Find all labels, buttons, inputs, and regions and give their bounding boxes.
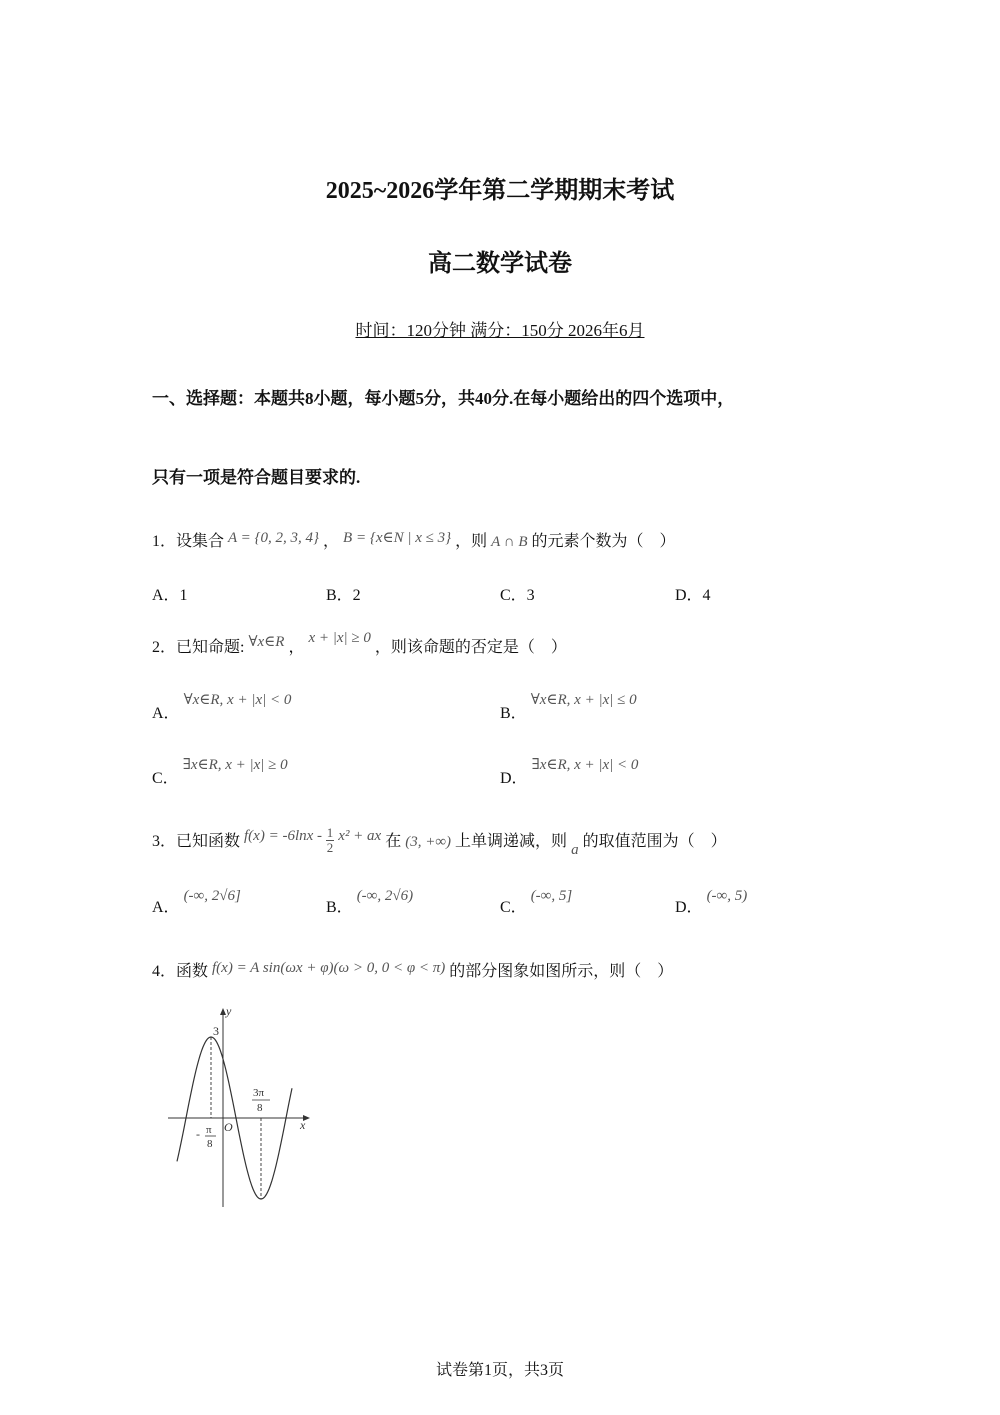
q2-option-d xyxy=(500,751,639,787)
page-footer: 试卷第1页，共3页 xyxy=(435,1362,564,1379)
q2-option-c xyxy=(152,751,288,787)
q3-fraction-num: 1 xyxy=(326,825,334,840)
q3-fraction xyxy=(326,826,335,855)
q3-function-part1: f(x) = -6lnx - xyxy=(244,828,326,845)
question-3-stem xyxy=(152,825,727,859)
section-heading-line2: 只有一项是符合题目要求的. xyxy=(152,468,361,487)
q3-option-a-expr: (-∞, 2√6] xyxy=(183,888,241,904)
q1-option-a: A．1 xyxy=(152,587,188,604)
q1-set-a: A = {0, 2, 3, 4} xyxy=(228,530,320,546)
exam-meta xyxy=(0,316,1000,341)
x-axis-label: x xyxy=(300,1118,306,1132)
q3-option-c xyxy=(500,882,573,916)
q3-text-d: 的取值范围为（ ） xyxy=(582,833,727,851)
q4-text-a: 4．函数 xyxy=(152,963,209,980)
y-axis-label: y xyxy=(226,1005,232,1018)
q2-quantifier: ∀x∈R xyxy=(248,634,285,650)
q2-inequality: x + |x| ≥ 0 xyxy=(308,630,371,646)
q2-text-c: ，则该命题的否定是（ ） xyxy=(374,639,567,656)
question-4-stem xyxy=(152,958,673,981)
q3-option-a xyxy=(152,882,241,916)
q2-option-d-expr: ∃x∈R, x + |x| < 0 xyxy=(531,757,639,773)
q4-text-b: 的部分图象如图所示，则（ ） xyxy=(449,963,674,980)
q2-option-a xyxy=(152,686,292,722)
q2-option-d-label: D． xyxy=(500,770,528,787)
q3-option-c-label: C． xyxy=(500,899,527,916)
q3-parameter: a xyxy=(571,842,579,859)
q3-function-part2: x² + ax xyxy=(338,828,382,845)
q1-option-b: B．2 xyxy=(326,587,361,604)
q1-option-d: D．4 xyxy=(675,587,711,604)
q2-option-c-expr: ∃x∈R, x + |x| ≥ 0 xyxy=(182,757,288,773)
q2-option-c-label: C． xyxy=(152,770,179,787)
q3-text-b: 在 xyxy=(385,833,402,851)
q2-option-a-label: A． xyxy=(152,705,180,722)
question-2-stem xyxy=(152,630,567,657)
q2-option-b-label: B． xyxy=(500,705,527,722)
q3-option-b xyxy=(326,882,414,916)
q1-intersection: A ∩ B xyxy=(491,534,528,550)
q3-text-c: 上单调递减，则 xyxy=(455,833,568,851)
q3-option-b-expr: (-∞, 2√6) xyxy=(356,888,414,904)
right-tick-numerator: 3π xyxy=(253,1087,265,1099)
exam-title: 2025~2026学年第二学期期末考试 xyxy=(325,178,675,204)
q2-text-a: 2．已知命题: xyxy=(152,639,245,656)
q3-option-c-expr: (-∞, 5] xyxy=(530,888,573,904)
q3-option-d xyxy=(675,882,748,916)
question-1-stem xyxy=(152,528,676,551)
q2-text-b: ， xyxy=(288,639,305,656)
origin-label: O xyxy=(224,1120,233,1134)
q1-set-b: B = {x∈N | x ≤ 3} xyxy=(343,530,452,546)
left-tick-denominator: 8 xyxy=(207,1138,213,1150)
right-tick-denominator: 8 xyxy=(257,1102,263,1114)
q1-option-c: C．3 xyxy=(500,587,535,604)
exam-meta-text: 时间：120分钟 满分：150分 2026年6月 xyxy=(355,321,645,340)
section-heading-line1: 一、选择题：本题共8小题，每小题5分，共40分.在每小题给出的四个选项中， xyxy=(152,389,735,408)
q1-text-b: ， xyxy=(323,533,340,550)
left-tick-sign: - xyxy=(196,1127,200,1141)
exam-subtitle: 高二数学试卷 xyxy=(428,251,572,277)
q3-option-d-expr: (-∞, 5) xyxy=(706,888,748,904)
q3-option-a-label: A． xyxy=(152,899,180,916)
q4-function: f(x) = A sin(ωx + φ)(ω > 0, 0 < φ < π) xyxy=(212,960,446,976)
q3-interval: (3, +∞) xyxy=(405,834,452,851)
q1-text-c: ，则 xyxy=(455,533,492,550)
q4-sine-graph xyxy=(160,1005,320,1215)
q3-option-b-label: B． xyxy=(326,899,353,916)
q2-option-a-expr: ∀x∈R, x + |x| < 0 xyxy=(183,692,292,708)
q3-fraction-den: 2 xyxy=(326,840,334,855)
left-tick-numerator: π xyxy=(206,1124,212,1136)
max-label: 3 xyxy=(213,1024,219,1038)
q1-text-d: 的元素个数为（ ） xyxy=(531,533,676,550)
q1-text-a: 1．设集合 xyxy=(152,533,225,550)
q2-option-b xyxy=(500,686,637,722)
q3-option-d-label: D． xyxy=(675,899,703,916)
q2-option-b-expr: ∀x∈R, x + |x| ≤ 0 xyxy=(530,692,637,708)
q3-text-a: 3．已知函数 xyxy=(152,833,241,851)
